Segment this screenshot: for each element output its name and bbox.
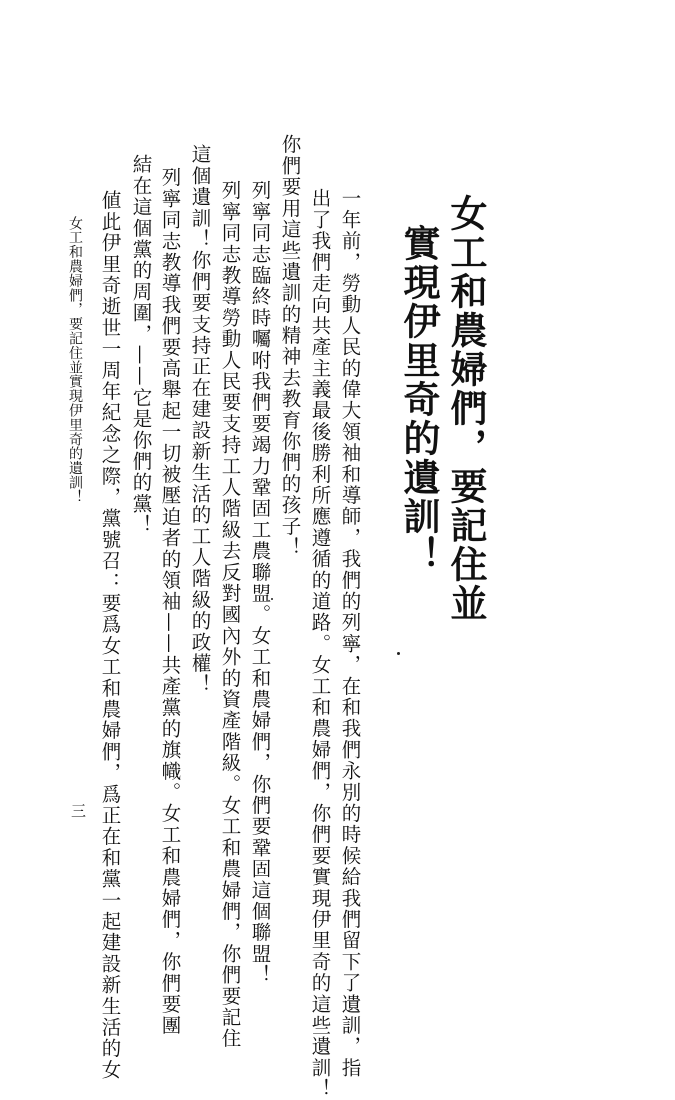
print-speck	[397, 652, 400, 655]
page-number: 三	[69, 803, 87, 818]
body-line-8: 結在這個黨的周圍，——它是你們的黨！	[129, 154, 153, 536]
body-line-5: 列寧同志教導勞動人民要支持工人階級去反對國內外的資產階級。女工和農婦們，你們要記住	[218, 180, 242, 1050]
body-line-6: 這個遺訓！你們要支持正在建設新生活的工人階級的政權！	[188, 144, 212, 696]
body-line-1: 一年前，勞動人民的偉大領袖和導師，我們的列寧，在和我們永別的時候給我們留下了遺訓，指	[338, 188, 362, 1079]
body-line-3: 你們要用這些遺訓的精神去教育你們的孩子！	[278, 134, 302, 558]
print-speck	[271, 598, 273, 600]
title-line-2: 實現伊里奇的遺訓！	[397, 224, 440, 575]
body-line-2: 出了我們走向共產主義最後勝利所應遵循的道路。女工和農婦們，你們要實現伊里奇的這些遺訓！	[308, 188, 332, 1100]
body-line-9: 値此伊里奇逝世一周年紀念之際，黨號召：要爲女工和農婦們，爲正在和黨一起建設新生活的女	[98, 190, 122, 1081]
running-head: 女工和農婦們，要記住並實現伊里奇的遺訓！	[67, 216, 83, 504]
body-line-4: 列寧同志臨終時囑咐我們要竭力鞏固工農聯盟。女工和農婦們，你們要鞏固這個聯盟！	[248, 180, 272, 986]
title-line-1: 女工和農婦們，要記住並	[444, 194, 487, 623]
body-line-7: 列寧同志教導我們要高舉起一切被壓迫者的領袖——共產黨的旗幟。女工和農婦們，你們要團	[158, 167, 182, 1037]
